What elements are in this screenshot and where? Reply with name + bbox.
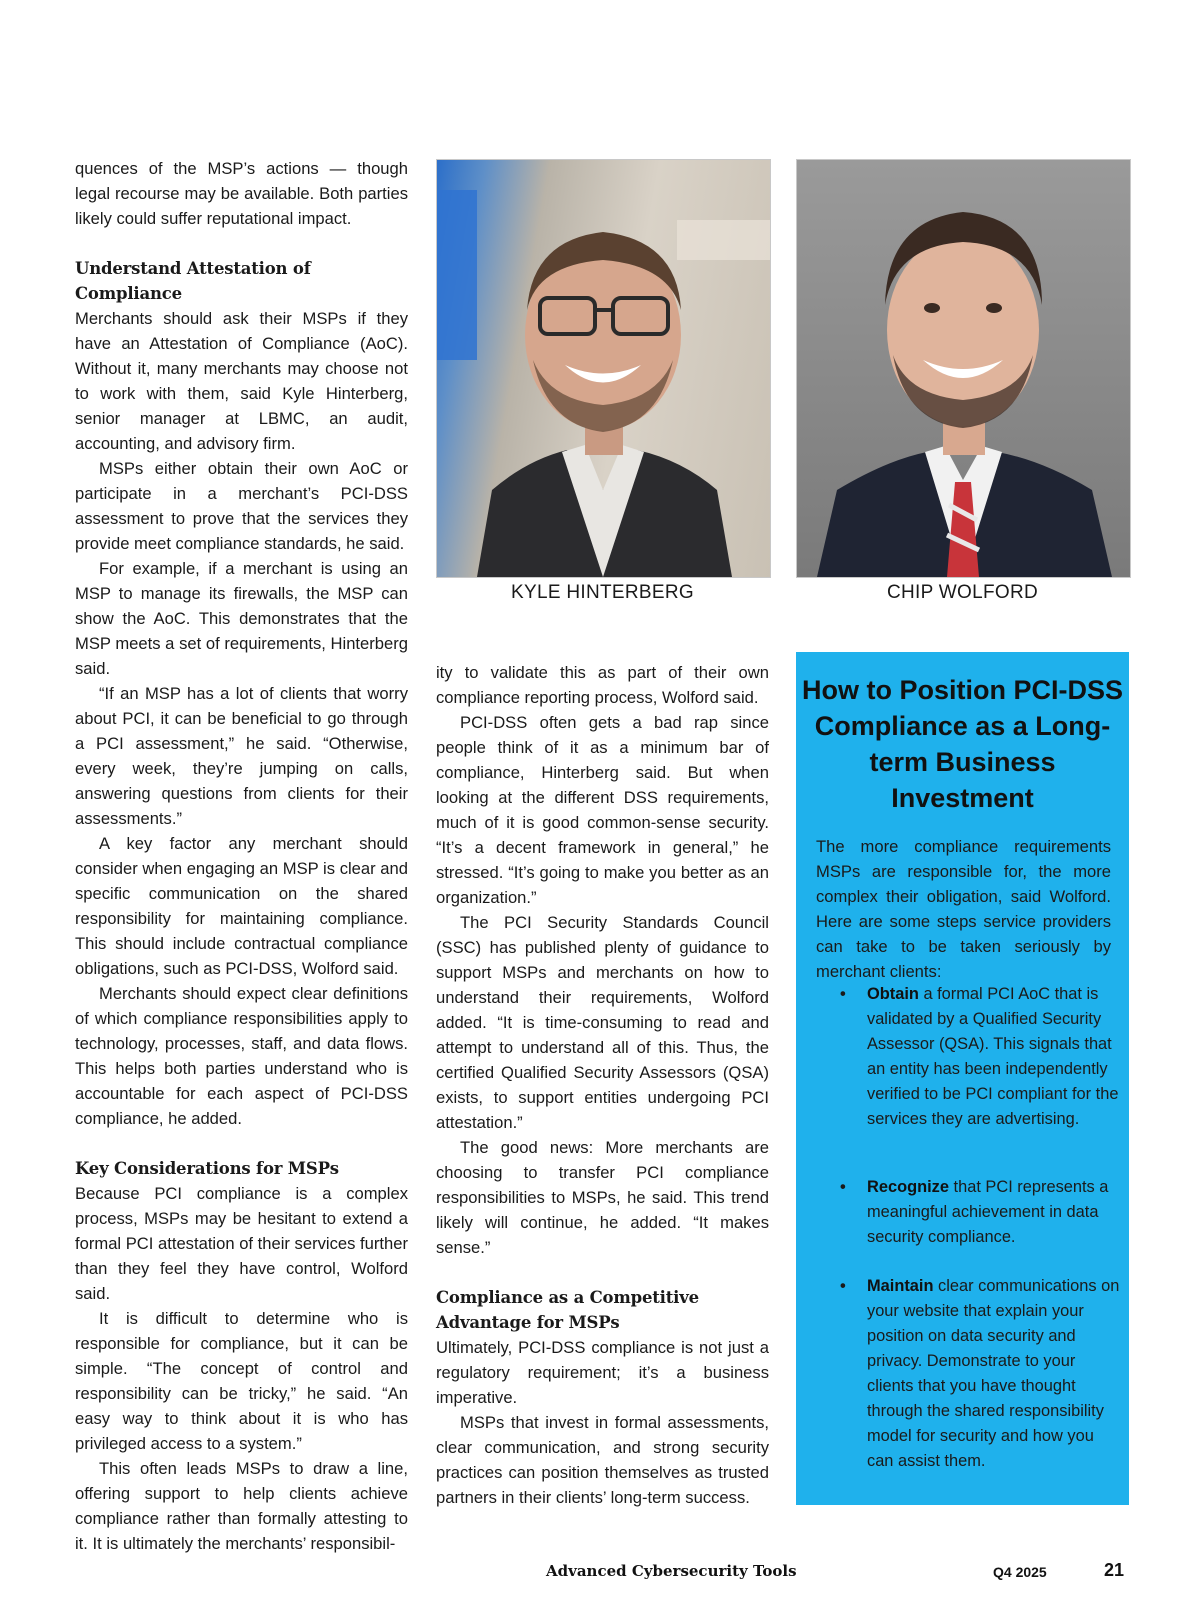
bullet-lead: Obtain bbox=[867, 985, 919, 1003]
list-item bbox=[816, 982, 1121, 1132]
bullet-text: that PCI represents a meaningful achievement in data security compliance. bbox=[867, 1178, 1109, 1246]
paragraph: quences of the MSP’s actions — though legal recourse may be available. Both parties likely could suffer reputational impact. bbox=[75, 159, 408, 228]
page-number: 21 bbox=[1104, 1560, 1125, 1580]
sidebar-title: How to Position PCI-DSS Compliance as a Long-term Business Investment bbox=[802, 675, 1123, 813]
bullet-lead: Maintain bbox=[867, 1277, 934, 1295]
paragraph: For example, if a merchant is using an MSP to manage its firewalls, the MSP can show the AoC. This demonstrates that the MSP meets a set of requirements, Hinterberg said. bbox=[75, 559, 408, 678]
paragraph: MSPs that invest in formal assessments, clear communication, and strong security practices can position themselves as trusted partners in their clients’ long-term success. bbox=[436, 1413, 769, 1507]
paragraph: MSPs either obtain their own AoC or participate in a merchant’s PCI-DSS assessment to prove that the services they provide meet compliance standards, he said. bbox=[75, 459, 408, 553]
section-heading: Key Considerations for MSPs bbox=[75, 1159, 339, 1178]
paragraph: A key factor any merchant should consider when engaging an MSP is clear and specific communication on the shared responsibility for maintaining compliance. This should include contractual compliance obligations, such as PCI-DSS, Wolford said. bbox=[75, 834, 408, 978]
section-heading: Compliance as a Competitive Advantage for MSPs bbox=[436, 1288, 699, 1332]
paragraph: Ultimately, PCI-DSS compliance is not just a regulatory requirement; it’s a business imperative. bbox=[436, 1338, 769, 1407]
bullet-text: a formal PCI AoC that is validated by a Qualified Security Assessor (QSA). This signals that an entity has been independently verified to be PCI compliant for the services they are advertising. bbox=[867, 985, 1119, 1128]
paragraph: The good news: More merchants are choosing to transfer PCI compliance responsibilities to MSPs, he said. This trend likely will continue, he added. “It makes sense.” bbox=[436, 1138, 769, 1257]
list-item bbox=[816, 1175, 1121, 1250]
paragraph: “If an MSP has a lot of clients that worry about PCI, it can be beneficial to go through a PCI assessment,” he said. “Otherwise, every week, they’re jumping on calls, answering questions from clients for their assessments.” bbox=[75, 684, 408, 828]
paragraph: ity to validate this as part of their own compliance reporting process, Wolford said. bbox=[436, 663, 769, 707]
footer-issue: Q4 2025 bbox=[993, 1564, 1047, 1580]
list-item bbox=[816, 1274, 1121, 1474]
sidebar-intro: The more compliance requirements MSPs are responsible for, the more complex their obligation, said Wolford. Here are some steps service providers can take to be taken seriously by merchant clients: bbox=[816, 837, 1111, 981]
paragraph: Because PCI compliance is a complex process, MSPs may be hesitant to extend a formal PCI attestation of their services further than they feel they have control, Wolford said. bbox=[75, 1184, 408, 1303]
paragraph: This often leads MSPs to draw a line, offering support to help clients achieve compliance rather than formally attesting to it. It is ultimately the merchants’ responsibil- bbox=[75, 1459, 408, 1553]
bullet-icon: • bbox=[840, 985, 846, 1003]
paragraph: It is difficult to determine who is responsible for compliance, but it can be simple. “The concept of control and responsibility can be tricky,” he said. “An easy way to think about it is who has privileged access to a system.” bbox=[75, 1309, 408, 1453]
footer-publication: Advanced Cybersecurity Tools bbox=[546, 1562, 797, 1580]
photo-kyle-hinterberg bbox=[436, 159, 771, 578]
paragraph: The PCI Security Standards Council (SSC) has published plenty of guidance to support MSPs and merchants on how to understand their requirements, Wolford added. “It is time-consuming to read and attempt to understand all of this. Thus, the certified Qualified Security Assessors (QSA) exists, to support entities undergoing PCI attestation.” bbox=[436, 913, 769, 1132]
sidebar-box bbox=[796, 652, 1129, 1505]
sidebar-bullet-list bbox=[816, 1175, 1121, 1250]
paragraph: PCI-DSS often gets a bad rap since people think of it as a minimum bar of compliance, Hinterberg said. But when looking at the different DSS requirements, much of it is good common-sense security. “It’s a decent framework in general,” he stressed. “It’s going to make you better as an organization.” bbox=[436, 713, 769, 907]
paragraph: Merchants should expect clear definitions of which compliance responsibilities apply to technology, processes, staff, and data flows. This helps both parties understand who is accountable for each aspect of PCI-DSS compliance, he added. bbox=[75, 984, 408, 1128]
photo-chip-wolford bbox=[796, 159, 1131, 578]
photo-caption: KYLE HINTERBERG bbox=[511, 582, 694, 603]
paragraph: Merchants should ask their MSPs if they have an Attestation of Compliance (AoC). Without it, many merchants may choose not to work with them, said Kyle Hinterberg, senior manager at LBMC, an audit, accounting, and advisory firm. bbox=[75, 309, 408, 453]
portrait-illustration bbox=[797, 160, 1130, 577]
bullet-icon: • bbox=[840, 1178, 846, 1196]
sidebar-bullet-list bbox=[816, 1274, 1121, 1474]
article-column-2 bbox=[436, 660, 769, 1510]
article-column-1 bbox=[75, 156, 408, 1556]
sidebar-bullet-list bbox=[816, 982, 1121, 1132]
photo-caption: CHIP WOLFORD bbox=[886, 582, 1039, 603]
bullet-icon: • bbox=[840, 1277, 846, 1295]
bullet-text: clear communications on your website that explain your position on data security and privacy. Demonstrate to your clients that you have thought through the shared responsibility model for security and how you can assist them. bbox=[867, 1277, 1120, 1470]
bullet-lead: Recognize bbox=[867, 1178, 949, 1196]
section-heading: Understand Attestation of Compliance bbox=[75, 259, 311, 303]
portrait-illustration bbox=[437, 160, 770, 577]
